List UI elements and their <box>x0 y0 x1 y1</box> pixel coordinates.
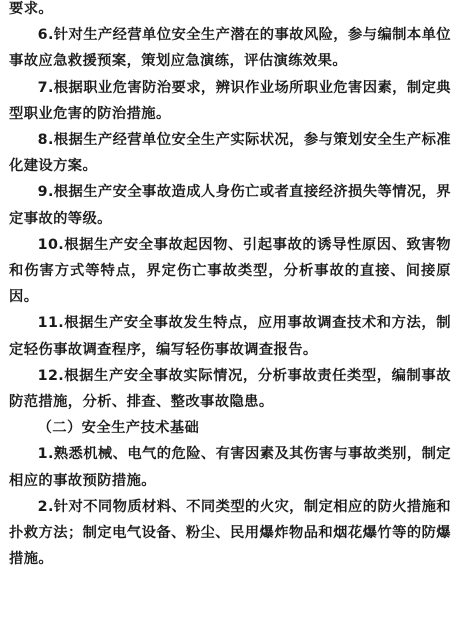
paragraph-item-11: 11.根据生产安全事故发生特点，应用事故调查技术和方法，制定轻伤事故调查程序，编写轻伤事故调查报告。 <box>9 315 451 358</box>
section-heading: （二）安全生产技术基础 <box>37 420 200 437</box>
paragraph-item-8: 8.根据生产经营单位安全生产实际状况，参与策划安全生产标准化建设方案。 <box>9 132 451 175</box>
paragraph-item-7: 7.根据职业危害防治要求，辨识作业场所职业危害因素，制定典型职业危害的防治措施。 <box>9 79 451 122</box>
paragraph-continuation: 要求。 <box>9 1 54 17</box>
paragraph-item-10: 10.根据生产安全事故起因物、引起事故的诱导性原因、致害物和伤害方式等特点，界定伤亡事故类型，分析事故的直接、间接原因。 <box>9 236 451 306</box>
paragraph-item-6: 6.针对生产经营单位安全生产潜在的事故风险，参与编制本单位事故应急救援预案，策划应急演练，评估演练效果。 <box>9 27 451 70</box>
paragraph-item-2: 2.针对不同物质材料、不同类型的火灾，制定相应的防火措施和扑救方法；制定电气设备、粉尘、民用爆炸物品和烟花爆竹等的防爆措施。 <box>9 498 451 568</box>
paragraph-item-1: 1.熟悉机械、电气的危险、有害因素及其伤害与事故类别，制定相应的事故预防措施。 <box>9 446 451 489</box>
paragraph-item-9: 9.根据生产安全事故造成人身伤亡或者直接经济损失等情况，界定事故的等级。 <box>9 184 451 227</box>
paragraph-item-12: 12.根据生产安全事故实际情况，分析事故责任类型，编制事故防范措施，分析、排查、整改事故隐患。 <box>9 367 451 411</box>
